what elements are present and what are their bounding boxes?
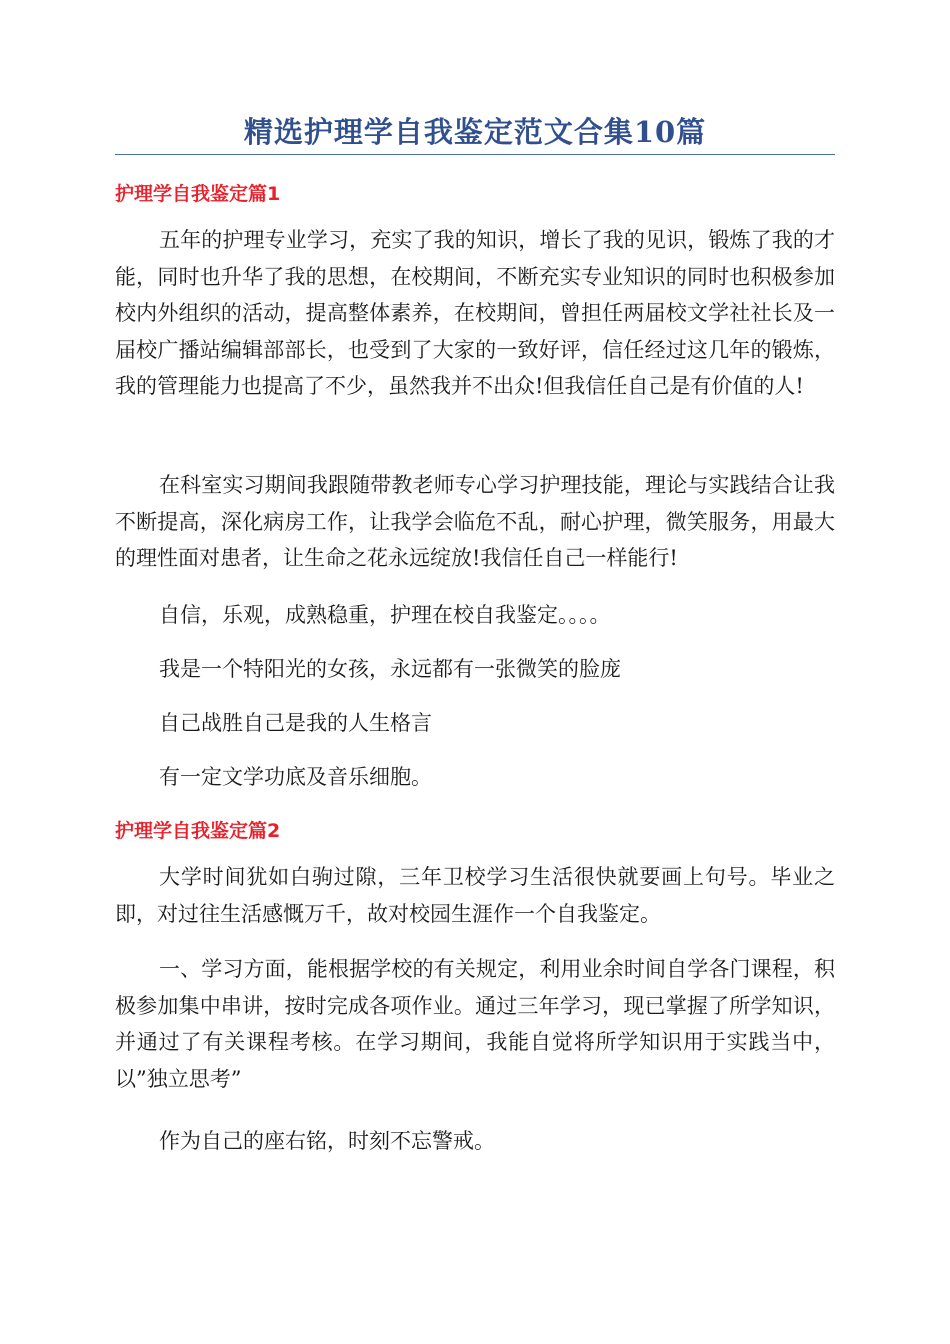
section-heading-2: 护理学自我鉴定篇2: [115, 820, 281, 842]
section-2-paragraph-2: 一、学习方面，能根据学校的有关规定，利用业余时间自学各门课程，积极参加集中串讲，按时完成各项作业。通过三年学习，现已掌握了所学知识，并通过了有关课程考核。在学习期间，我能自觉将所学知识用于实践当中，以”独立思考”: [115, 957, 835, 1091]
section-1-paragraph-5: 自己战胜自己是我的人生格言: [159, 711, 432, 735]
section-heading-1: 护理学自我鉴定篇1: [115, 183, 281, 205]
section-1-paragraph-3: 自信，乐观，成熟稳重，护理在校自我鉴定。。。。: [159, 603, 611, 627]
section-1-paragraph-4: 我是一个特阳光的女孩，永远都有一张微笑的脸庞: [159, 657, 621, 681]
title-underline: [115, 154, 835, 155]
section-1-paragraph-2: 在科室实习期间我跟随带教老师专心学习护理技能，理论与实践结合让我不断提高，深化病房工作，让我学会临危不乱，耐心护理，微笑服务，用最大的理性面对患者，让生命之花永远绽放!我信任自己一样能行!: [115, 473, 835, 570]
section-2-paragraph-1: 大学时间犹如白驹过隙，三年卫校学习生活很快就要画上句号。毕业之即，对过往生活感慨万千，故对校园生涯作一个自我鉴定。: [115, 865, 835, 926]
section-1-paragraph-1: 五年的护理专业学习，充实了我的知识，增长了我的见识，锻炼了我的才能，同时也升华了我的思想，在校期间，不断充实专业知识的同时也积极参加校内外组织的活动，提高整体素养，在校期间，曾担任两届校文学社社长及一届校广播站编辑部部长，也受到了大家的一致好评，信任经过这几年的锻炼，我的管理能力也提高了不少，虽然我并不出众!但我信任自己是有价值的人!: [115, 228, 835, 398]
section-2-paragraph-3: 作为自己的座右铭，时刻不忘警戒。: [159, 1129, 495, 1153]
section-1-paragraph-6: 有一定文学功底及音乐细胞。: [159, 765, 432, 789]
document-title: 精选护理学自我鉴定范文合集10篇: [243, 115, 707, 149]
